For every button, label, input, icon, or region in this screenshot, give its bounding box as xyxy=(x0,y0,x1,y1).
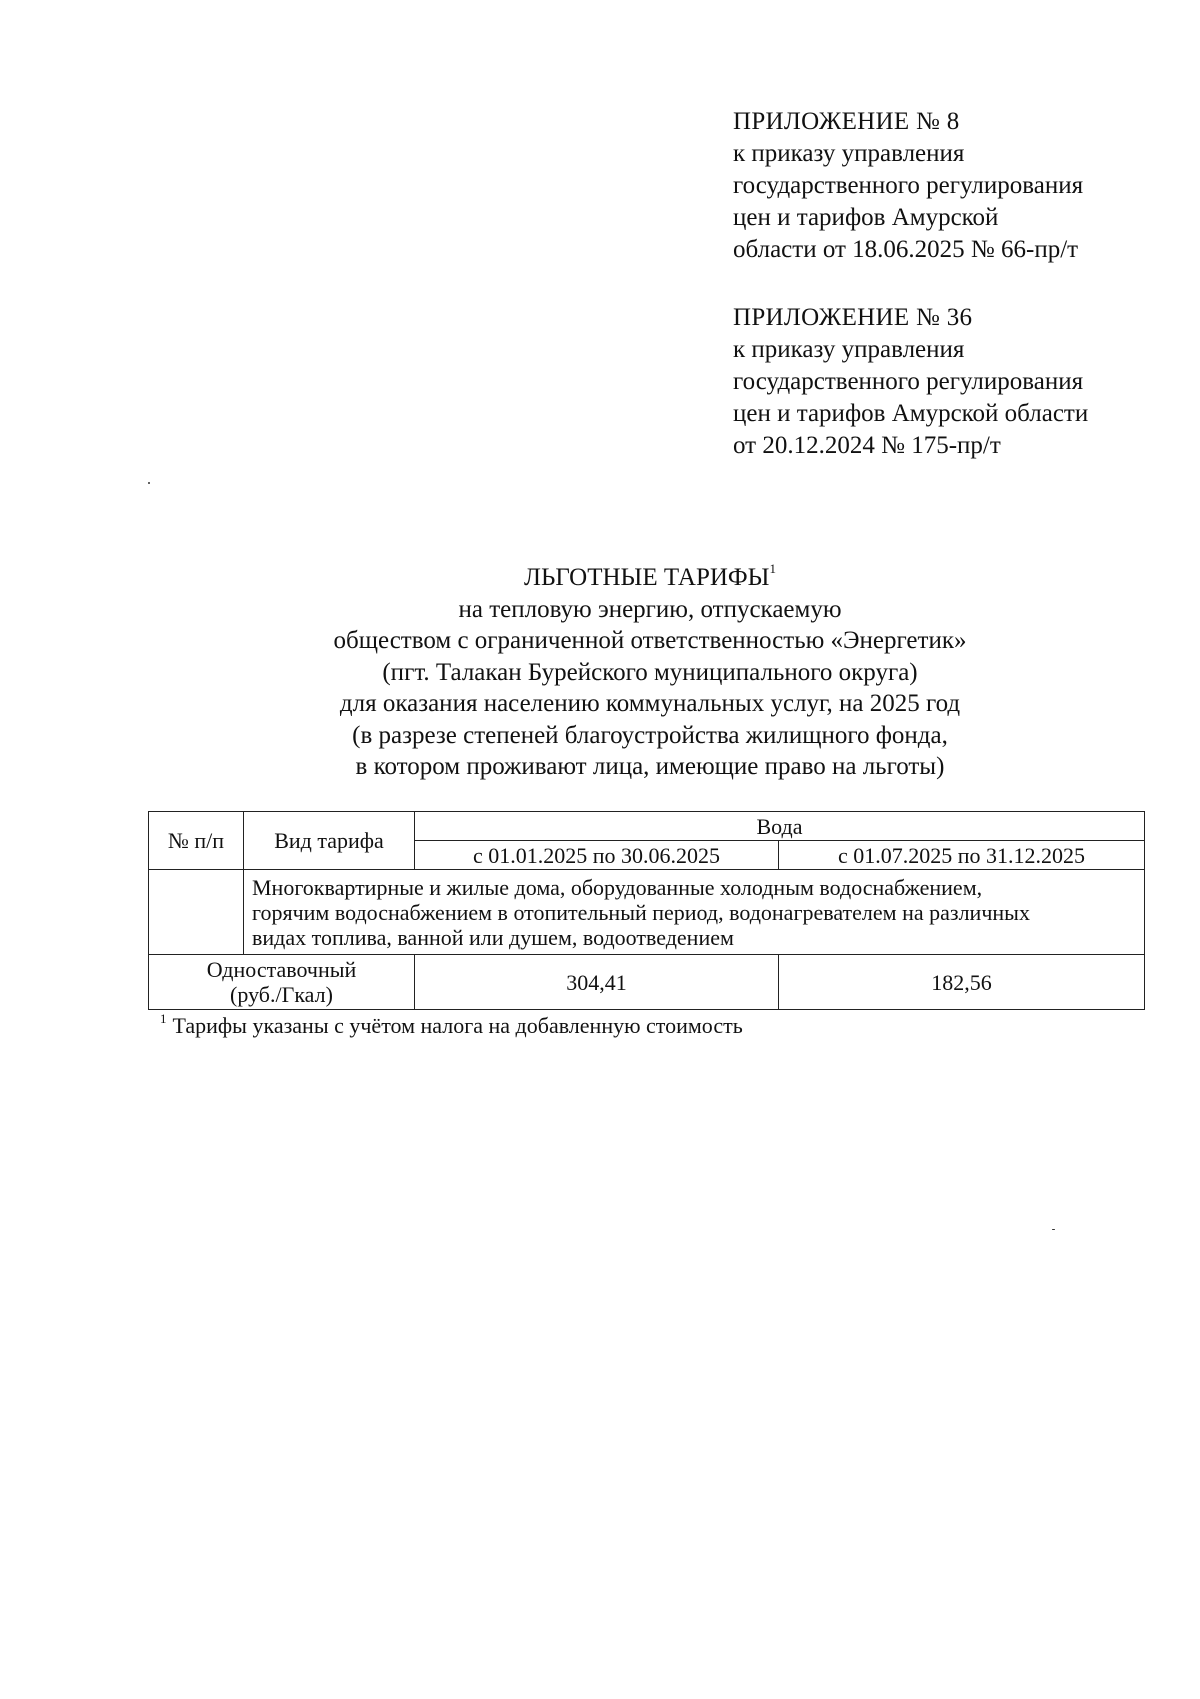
heading-line: (пгт. Талакан Бурейского муниципального округа) xyxy=(382,658,918,686)
header-period-2-cell: с 01.07.2025 по 31.12.2025 xyxy=(779,841,1145,870)
scan-speck xyxy=(1052,1229,1055,1230)
annex-36-title: ПРИЛОЖЕНИЕ № 36 xyxy=(733,304,973,331)
heading-line: обществом с ограниченной ответственностью «Энергетик» xyxy=(333,627,967,654)
table-header-row xyxy=(149,812,1145,841)
tariff-label-line: Одноставочный xyxy=(206,957,357,982)
annex-8-line: государственного регулирования xyxy=(733,172,1084,199)
annex-36-line: к приказу управления xyxy=(733,336,965,363)
footnote xyxy=(160,1013,743,1039)
document-heading xyxy=(150,562,1150,783)
tariff-table xyxy=(148,811,1145,1010)
annex-8-block xyxy=(733,106,1173,266)
description-line: видах топлива, ванной или душем, водоотведением xyxy=(252,925,734,950)
heading-line: на тепловую энергию, отпускаемую xyxy=(458,595,842,623)
annex-8-line: цен и тарифов Амурской xyxy=(733,204,999,231)
table-row xyxy=(149,955,1145,1010)
annex-8-title: ПРИЛОЖЕНИЕ № 8 xyxy=(733,108,960,135)
description-line: горячим водоснабжением в отопительный период, водонагревателем на различных xyxy=(252,900,1030,925)
footnote-text: Тарифы указаны с учётом налога на добавленную стоимость xyxy=(172,1013,743,1038)
annex-36-line: государственного регулирования xyxy=(733,368,1084,395)
header-number-cell: № п/п xyxy=(149,812,244,870)
footnote-mark: 1 xyxy=(160,1011,167,1026)
heading-title-line xyxy=(150,562,1150,594)
description-cell xyxy=(244,870,1145,955)
header-tariff-type-cell: Вид тарифа xyxy=(244,812,415,870)
footnote-reference: 1 xyxy=(769,561,776,576)
annex-36-line: цен и тарифов Амурской области xyxy=(733,400,1089,427)
tariff-unit-line: (руб./Гкал) xyxy=(230,982,333,1007)
header-period-1-cell: с 01.01.2025 по 30.06.2025 xyxy=(415,841,779,870)
description-line: Многоквартирные и жилые дома, оборудованные холодным водоснабжением, xyxy=(252,875,983,900)
empty-number-cell xyxy=(149,870,244,955)
tariff-label-cell xyxy=(149,955,415,1010)
annex-8-line: области от 18.06.2025 № 66-пр/т xyxy=(733,236,1079,263)
heading-line: для оказания населению коммунальных услуг, на 2025 год xyxy=(339,690,961,717)
scan-speck xyxy=(148,482,150,484)
tariff-value-period-2: 182,56 xyxy=(779,955,1145,1010)
heading-line: (в разрезе степеней благоустройства жилищного фонда, xyxy=(352,721,948,749)
tariff-value-period-1: 304,41 xyxy=(415,955,779,1010)
header-water-cell: Вода xyxy=(415,812,1145,841)
heading-title: ЛЬГОТНЫЕ ТАРИФЫ xyxy=(524,564,770,591)
annex-8-line: к приказу управления xyxy=(733,140,965,167)
table-description-row xyxy=(149,870,1145,955)
annex-36-line: от 20.12.2024 № 175-пр/т xyxy=(733,432,1001,459)
annex-36-block xyxy=(733,302,1173,462)
heading-line: в котором проживают лица, имеющие право на льготы) xyxy=(355,753,945,780)
